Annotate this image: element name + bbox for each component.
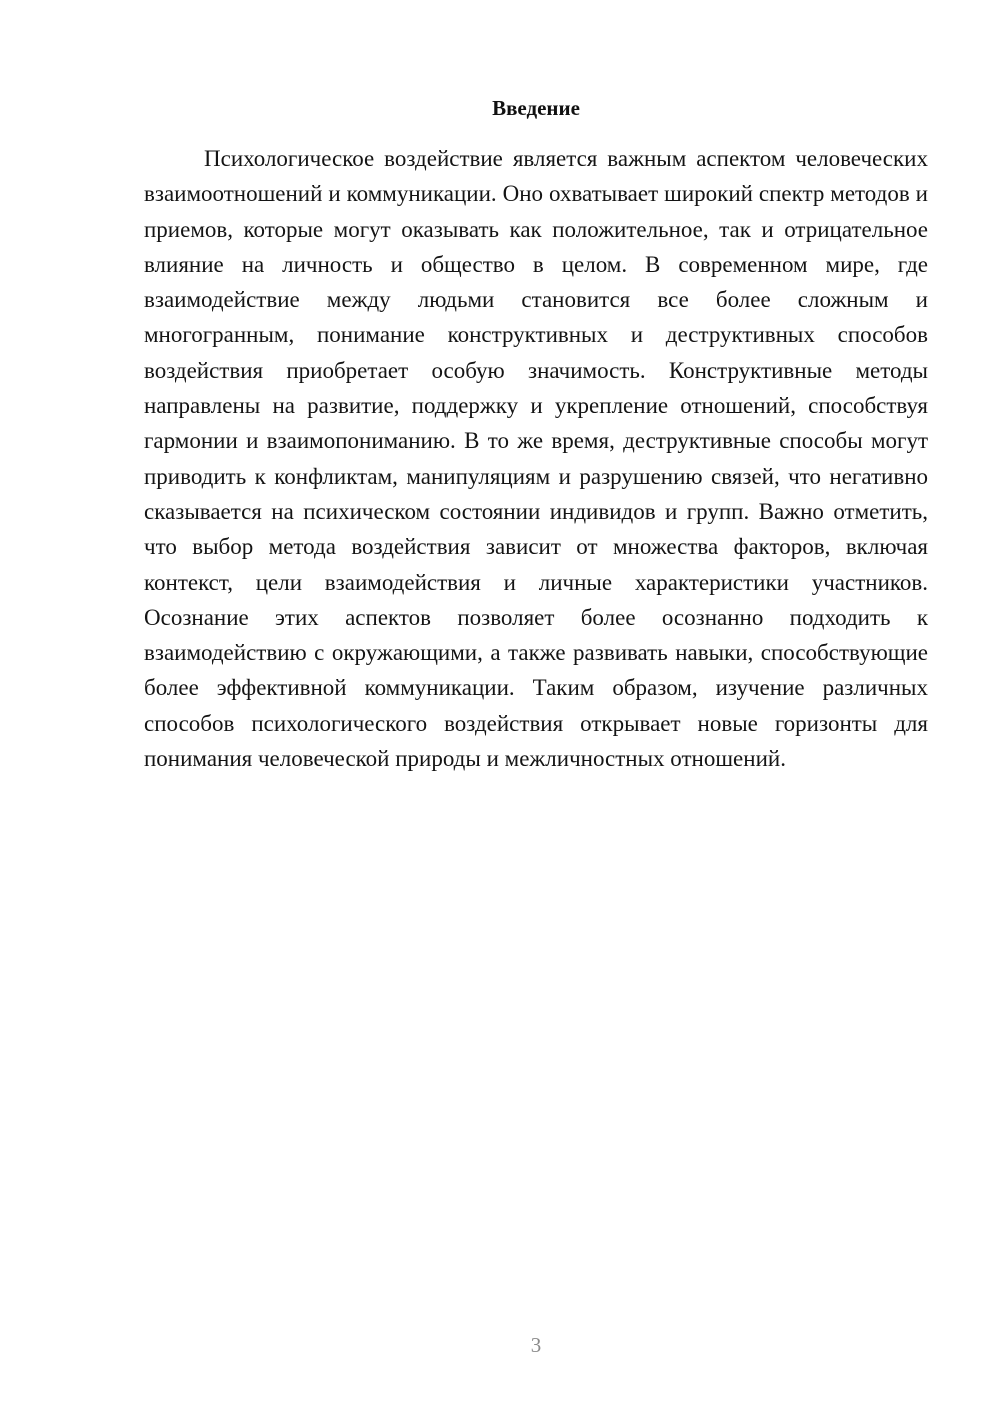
- page-number: 3: [530, 1333, 542, 1357]
- section-heading: Введение: [492, 96, 580, 120]
- body-paragraph: Психологическое воздействие является важным аспектом человеческих взаимоотношений и коммуникации. Оно охватывает широкий спектр методов и приемов, которые могут оказывать как положительное, так и отрицательное влияние на личность и общество в целом. В современном мире, где взаимодействие между людьми становится все более сложным и многогранным, понимание конструктивных и деструктивных способов воздействия приобретает особую значимость. Конструктивные методы направлены на развитие, поддержку и укрепление отношений, способствуя гармонии и взаимопониманию. В то же время, деструктивные способы могут приводить к конфликтам, манипуляциям и разрушению связей, что негативно сказывается на психическом состоянии индивидов и групп. Важно отметить, что выбор метода воздействия зависит от множества факторов, включая контекст, цели взаимодействия и личные характеристики участников. Осознание этих аспектов позволяет более осознанно подходить к взаимодействию с окружающими, а также развивать навыки, способствующие более эффективной коммуникации. Таким образом, изучение различных способов психологического воздействия открывает новые горизонты для понимания человеческой природы и межличностных отношений.: [144, 146, 928, 772]
